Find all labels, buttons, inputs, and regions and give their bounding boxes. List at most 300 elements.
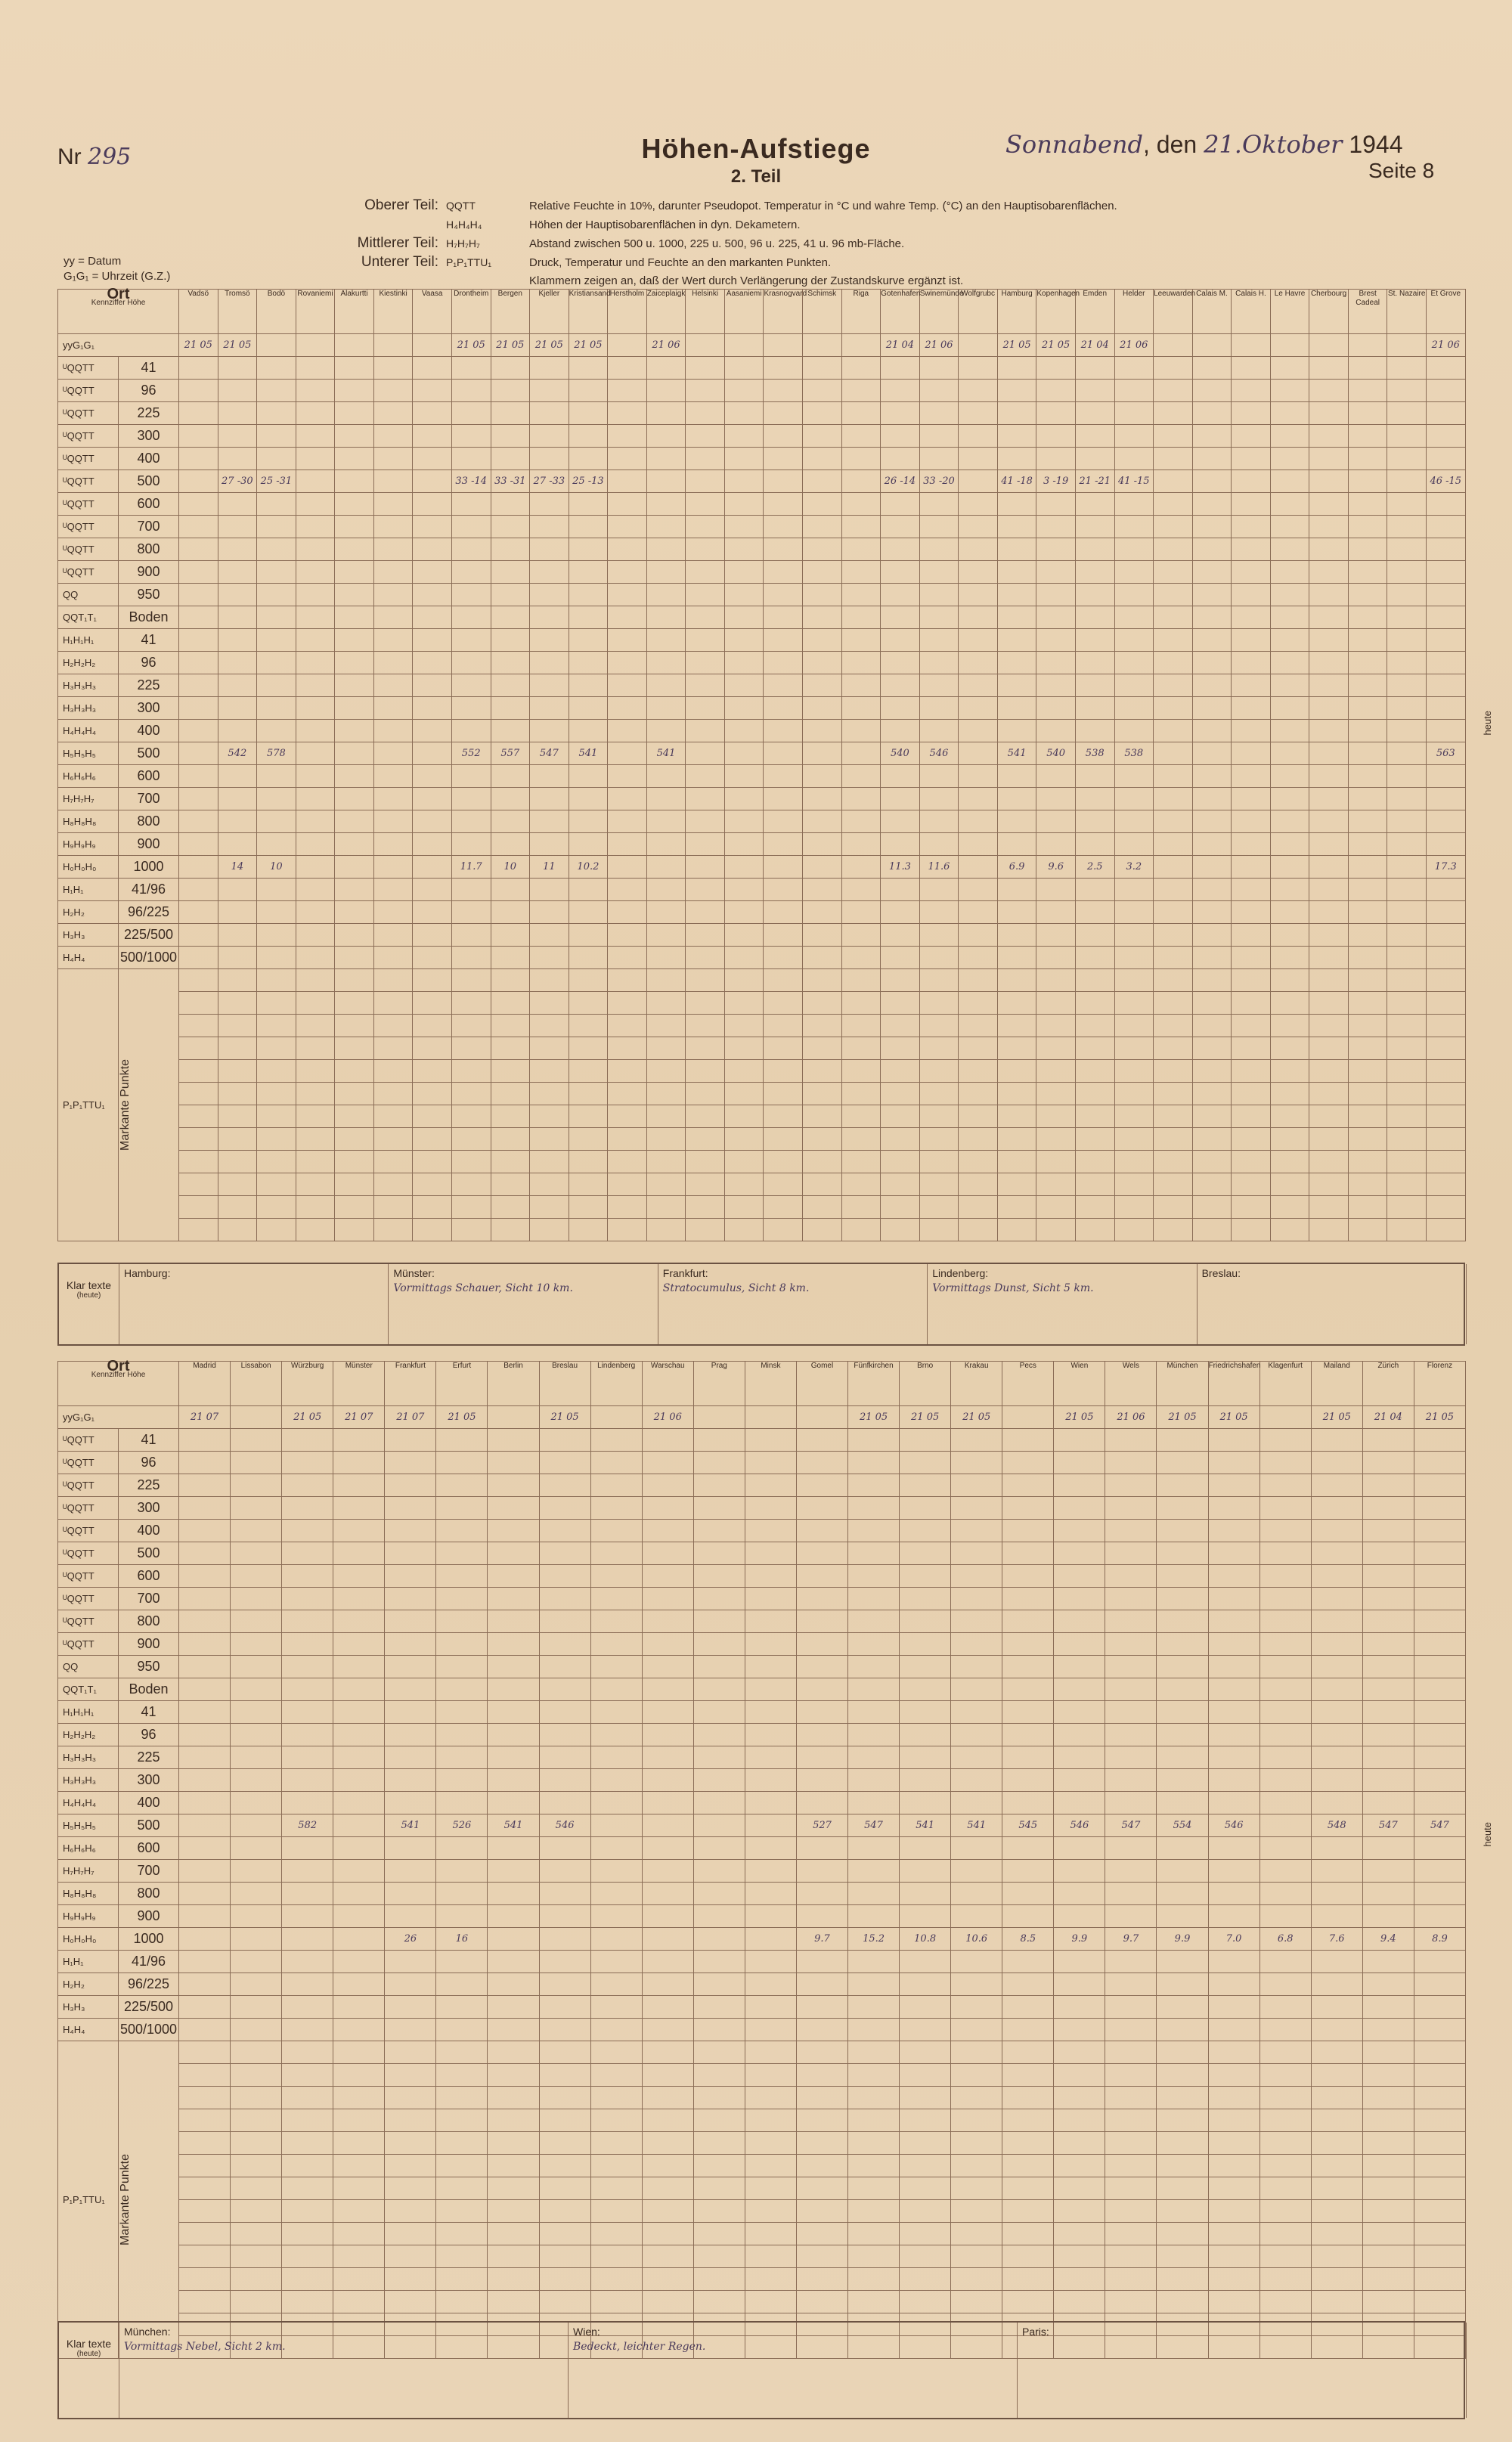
value-cell [539,1883,590,1905]
value-cell [642,2155,693,2177]
value-cell [179,357,218,380]
value-cell [1208,1588,1259,1610]
value-cell [1270,810,1309,833]
value-cell [803,674,842,697]
value-cell [764,470,803,493]
value-cell [1002,1497,1054,1520]
value-cell [796,2245,847,2268]
value-cell [1387,538,1427,561]
row-code: H₈H₈H₈ [58,810,119,833]
value-cell [1232,493,1271,516]
value-cell [373,788,413,810]
value-cell [1114,538,1154,561]
time-cell: 21 05 [1036,334,1076,357]
value-cell [1054,1996,1105,2019]
value-cell [491,629,530,652]
value-cell [218,947,257,969]
value-cell: 9.9 [1157,1928,1208,1951]
value-cell [1054,2291,1105,2313]
value-cell [282,1996,333,2019]
value-cell [693,1452,745,1474]
value-cell [231,1633,282,1656]
value-cell [179,1792,231,1814]
value-cell [1105,1452,1157,1474]
value-cell [1414,2064,1465,2087]
value-cell [1114,1128,1154,1151]
value-cell [900,2223,951,2245]
value-cell [848,2132,900,2155]
value-cell: 547 [530,742,569,765]
value-cell [1270,538,1309,561]
value-cell [179,1951,231,1973]
value-cell [803,402,842,425]
value-cell [413,1060,452,1083]
value-cell [530,1173,569,1196]
value-cell [539,1520,590,1542]
value-cell [1414,1724,1465,1746]
value-cell [803,697,842,720]
value-cell [803,788,842,810]
value-cell [1192,856,1232,879]
value-cell [951,1973,1002,1996]
value-cell [608,402,647,425]
value-cell [539,1656,590,1678]
station-name: Lindenberg [590,1362,642,1406]
value-cell [1387,652,1427,674]
value-cell [1309,538,1349,561]
value-cell [1157,1860,1208,1883]
value-cell [900,1724,951,1746]
value-cell [745,2132,796,2155]
value-cell [1259,2223,1311,2245]
value-cell [841,765,881,788]
value-cell [179,1860,231,1883]
value-cell [1002,1452,1054,1474]
value-cell [1362,2132,1414,2155]
row-pressure: 225 [119,1746,179,1769]
value-cell: 541 [951,1814,1002,1837]
value-cell [951,1656,1002,1678]
value-cell [693,1701,745,1724]
value-cell [803,1219,842,1241]
value-cell [951,1792,1002,1814]
value-cell [764,856,803,879]
value-cell [745,1542,796,1565]
row-code: ᵁQQTT [58,1588,119,1610]
value-cell [1348,584,1387,606]
value-cell [1002,1520,1054,1542]
markante-row [58,1083,1466,1105]
value-cell [803,606,842,629]
value-cell [1362,1792,1414,1814]
value-cell [1427,674,1466,697]
value-cell [1414,2155,1465,2177]
value-cell [1002,2245,1054,2268]
value-cell [296,584,335,606]
legend-label: Mittlerer Teil: [357,235,438,251]
value-cell [413,425,452,448]
value-cell [1075,924,1114,947]
value-cell [900,1951,951,1973]
value-cell [257,788,296,810]
row-code: H₆H₆H₆ [58,1837,119,1860]
value-cell [642,1429,693,1452]
value-cell [900,1746,951,1769]
value-cell [282,1701,333,1724]
value-cell [764,924,803,947]
value-cell: 538 [1114,742,1154,765]
value-cell [959,584,998,606]
value-cell [803,584,842,606]
value-cell [724,402,764,425]
value-cell [218,765,257,788]
value-cell [997,697,1036,720]
value-cell [333,1792,385,1814]
value-cell [179,1474,231,1497]
value-cell [959,1015,998,1037]
data-row [58,1701,1466,1724]
value-cell [900,1520,951,1542]
value-cell [569,629,608,652]
value-cell: 33 -20 [919,470,959,493]
value-cell [919,674,959,697]
value-cell [686,788,725,810]
value-cell: 16 [436,1928,488,1951]
page-subtitle: 2. Teil [730,166,782,187]
value-cell [1311,1769,1362,1792]
value-cell [257,402,296,425]
value-cell [642,1701,693,1724]
value-cell [413,470,452,493]
value-cell [1157,2268,1208,2291]
value-cell [1114,1105,1154,1128]
value-cell [919,1128,959,1151]
markante-code: P₁P₁TTU₁ [58,2041,119,2359]
station-name: Wels [1105,1362,1157,1406]
value-cell [1232,765,1271,788]
value-cell [1232,924,1271,947]
value-cell [257,1219,296,1241]
value-cell [803,652,842,674]
value-cell [1270,357,1309,380]
value-cell [1414,1678,1465,1701]
value-cell [745,1474,796,1497]
value-cell [608,742,647,765]
value-cell [693,2132,745,2155]
value-cell [491,380,530,402]
value-cell [590,2245,642,2268]
heute-margin-bottom: heute [1482,1822,1493,1847]
value-cell [693,1474,745,1497]
value-cell [1192,1060,1232,1083]
station-name: Wolfgrubc [959,290,998,334]
value-cell [179,1837,231,1860]
value-cell [1362,1860,1414,1883]
datum-note: yy = Datum G₁G₁ = Uhrzeit (G.Z.) [64,255,171,283]
value-cell [569,674,608,697]
value-cell [179,1196,218,1219]
value-cell [231,1905,282,1928]
value-cell [959,1037,998,1060]
value-cell [373,402,413,425]
value-cell [1114,833,1154,856]
value-cell [451,1083,491,1105]
value-cell [1232,742,1271,765]
value-cell [257,1196,296,1219]
value-cell [1192,674,1232,697]
value-cell [491,969,530,992]
value-cell [881,1151,920,1173]
value-cell [848,2245,900,2268]
value-cell [1427,516,1466,538]
value-cell [1348,493,1387,516]
value-cell [1154,1219,1193,1241]
value-cell [333,2019,385,2041]
value-cell [569,833,608,856]
value-cell [1309,969,1349,992]
value-cell [796,1883,847,1905]
value-cell [900,2200,951,2223]
value-cell [803,856,842,879]
value-cell [881,448,920,470]
value-cell [179,992,218,1015]
value-cell [1105,1610,1157,1633]
value-cell [841,606,881,629]
value-cell [959,380,998,402]
value-cell [451,697,491,720]
value-cell [642,1769,693,1792]
value-cell [803,947,842,969]
legend-row [318,272,1117,290]
value-cell [1362,1769,1414,1792]
value-cell [724,697,764,720]
station-name: Drontheim [451,290,491,334]
value-cell [951,1746,1002,1769]
value-cell [959,1173,998,1196]
value-cell: 21 -21 [1075,470,1114,493]
klartext-place: Lindenberg: [932,1267,989,1279]
value-cell [1075,1060,1114,1083]
station-name: Brno [900,1362,951,1406]
value-cell [539,1724,590,1746]
value-cell [1157,1883,1208,1905]
value-cell [218,1196,257,1219]
value-cell [257,357,296,380]
time-cell [608,334,647,357]
value-cell [997,606,1036,629]
value-cell [1270,1173,1309,1196]
value-cell [231,2200,282,2223]
value-cell [646,448,686,470]
value-cell [686,357,725,380]
data-row [58,1565,1466,1588]
kennziffer-label: Kennziffer Höhe [91,1371,146,1379]
data-row [58,629,1466,652]
value-cell [1157,2245,1208,2268]
value-cell [1348,380,1387,402]
value-cell [848,1610,900,1633]
value-cell [1075,516,1114,538]
value-cell [1348,969,1387,992]
value-cell [1348,652,1387,674]
value-cell [848,1746,900,1769]
data-row [58,652,1466,674]
value-cell [900,2291,951,2313]
value-cell [646,901,686,924]
value-cell [373,357,413,380]
value-cell [848,2177,900,2200]
value-cell [282,1497,333,1520]
value-cell [1414,2291,1465,2313]
value-cell [1232,788,1271,810]
value-cell [231,1520,282,1542]
value-cell [959,969,998,992]
value-cell [1208,2291,1259,2313]
value-cell [686,1151,725,1173]
value-cell [1157,1746,1208,1769]
value-cell [373,720,413,742]
row-pressure: 41 [119,1701,179,1724]
legend-row [318,234,1117,253]
value-cell [1075,969,1114,992]
value-cell [848,2087,900,2109]
value-cell [488,1542,539,1565]
value-cell [569,924,608,947]
value-cell [745,1928,796,1951]
value-cell [1002,1633,1054,1656]
time-cell: 21 05 [436,1406,488,1429]
value-cell [436,2268,488,2291]
value-cell [1309,1219,1349,1241]
value-cell [179,2041,231,2064]
row-code: ᵁQQTT [58,493,119,516]
value-cell [569,1037,608,1060]
value-cell [257,1173,296,1196]
value-cell [1311,1701,1362,1724]
value-cell [1114,357,1154,380]
value-cell [179,833,218,856]
date-line: Sonnabend, den 21.Oktober 1944 [1005,130,1403,159]
value-cell [373,810,413,833]
value-cell [569,516,608,538]
value-cell [764,742,803,765]
value-cell [997,1015,1036,1037]
value-cell [841,969,881,992]
value-cell [282,1746,333,1769]
value-cell [803,879,842,901]
value-cell [1154,493,1193,516]
value-cell [1157,1588,1208,1610]
value-cell [373,901,413,924]
time-cell: 21 05 [848,1406,900,1429]
value-cell [179,1588,231,1610]
value-cell [282,1610,333,1633]
value-cell [1192,901,1232,924]
value-cell [1362,2245,1414,2268]
row-code: H₃H₃H₃ [58,674,119,697]
value-cell [488,1792,539,1814]
value-cell [1157,2064,1208,2087]
value-cell [218,584,257,606]
value-cell [848,1656,900,1678]
value-cell [539,1542,590,1565]
value-cell [1157,2109,1208,2132]
value-cell [1157,1565,1208,1588]
value-cell [1054,1792,1105,1814]
value-cell [335,720,374,742]
value-cell [646,357,686,380]
value-cell [1232,720,1271,742]
value-cell [179,652,218,674]
row-code: ᵁQQTT [58,470,119,493]
value-cell [919,720,959,742]
value-cell [1309,833,1349,856]
markante-row [58,2177,1466,2200]
value-cell [491,1173,530,1196]
value-cell [491,561,530,584]
value-cell [296,606,335,629]
value-cell [296,856,335,879]
value-cell [451,788,491,810]
value-cell [724,1128,764,1151]
value-cell [1075,538,1114,561]
klartext-place: Wien: [573,2326,600,2338]
value-cell [231,1656,282,1678]
value-cell [282,1542,333,1565]
value-cell [642,1633,693,1656]
value-cell [491,1060,530,1083]
value-cell [796,1497,847,1520]
value-cell [530,493,569,516]
value-cell [1232,380,1271,402]
value-cell [179,1151,218,1173]
value-cell [413,947,452,969]
value-cell [1259,2177,1311,2200]
value-cell [569,448,608,470]
row-pressure: 500 [119,1814,179,1837]
time-cell: 21 05 [1054,1406,1105,1429]
value-cell [724,1037,764,1060]
value-cell [1036,1219,1076,1241]
value-cell [1414,2132,1465,2155]
value-cell [724,538,764,561]
value-cell [1311,1429,1362,1452]
value-cell [848,1724,900,1746]
value-cell [1105,1588,1157,1610]
value-cell [218,425,257,448]
value-cell [333,2041,385,2064]
value-cell [1362,1429,1414,1452]
value-cell [608,765,647,788]
value-cell [642,2177,693,2200]
value-cell: 547 [848,1814,900,1837]
data-row [58,1860,1466,1883]
value-cell [1036,969,1076,992]
value-cell [282,1565,333,1588]
value-cell [335,470,374,493]
markante-row [58,2064,1466,2087]
time-cell: 21 07 [385,1406,436,1429]
value-cell [1414,1746,1465,1769]
value-cell [1036,924,1076,947]
value-cell [642,1746,693,1769]
value-cell [296,810,335,833]
value-cell [764,357,803,380]
value-cell [1105,1792,1157,1814]
value-cell [1348,1015,1387,1037]
value-cell [997,879,1036,901]
value-cell: 546 [919,742,959,765]
